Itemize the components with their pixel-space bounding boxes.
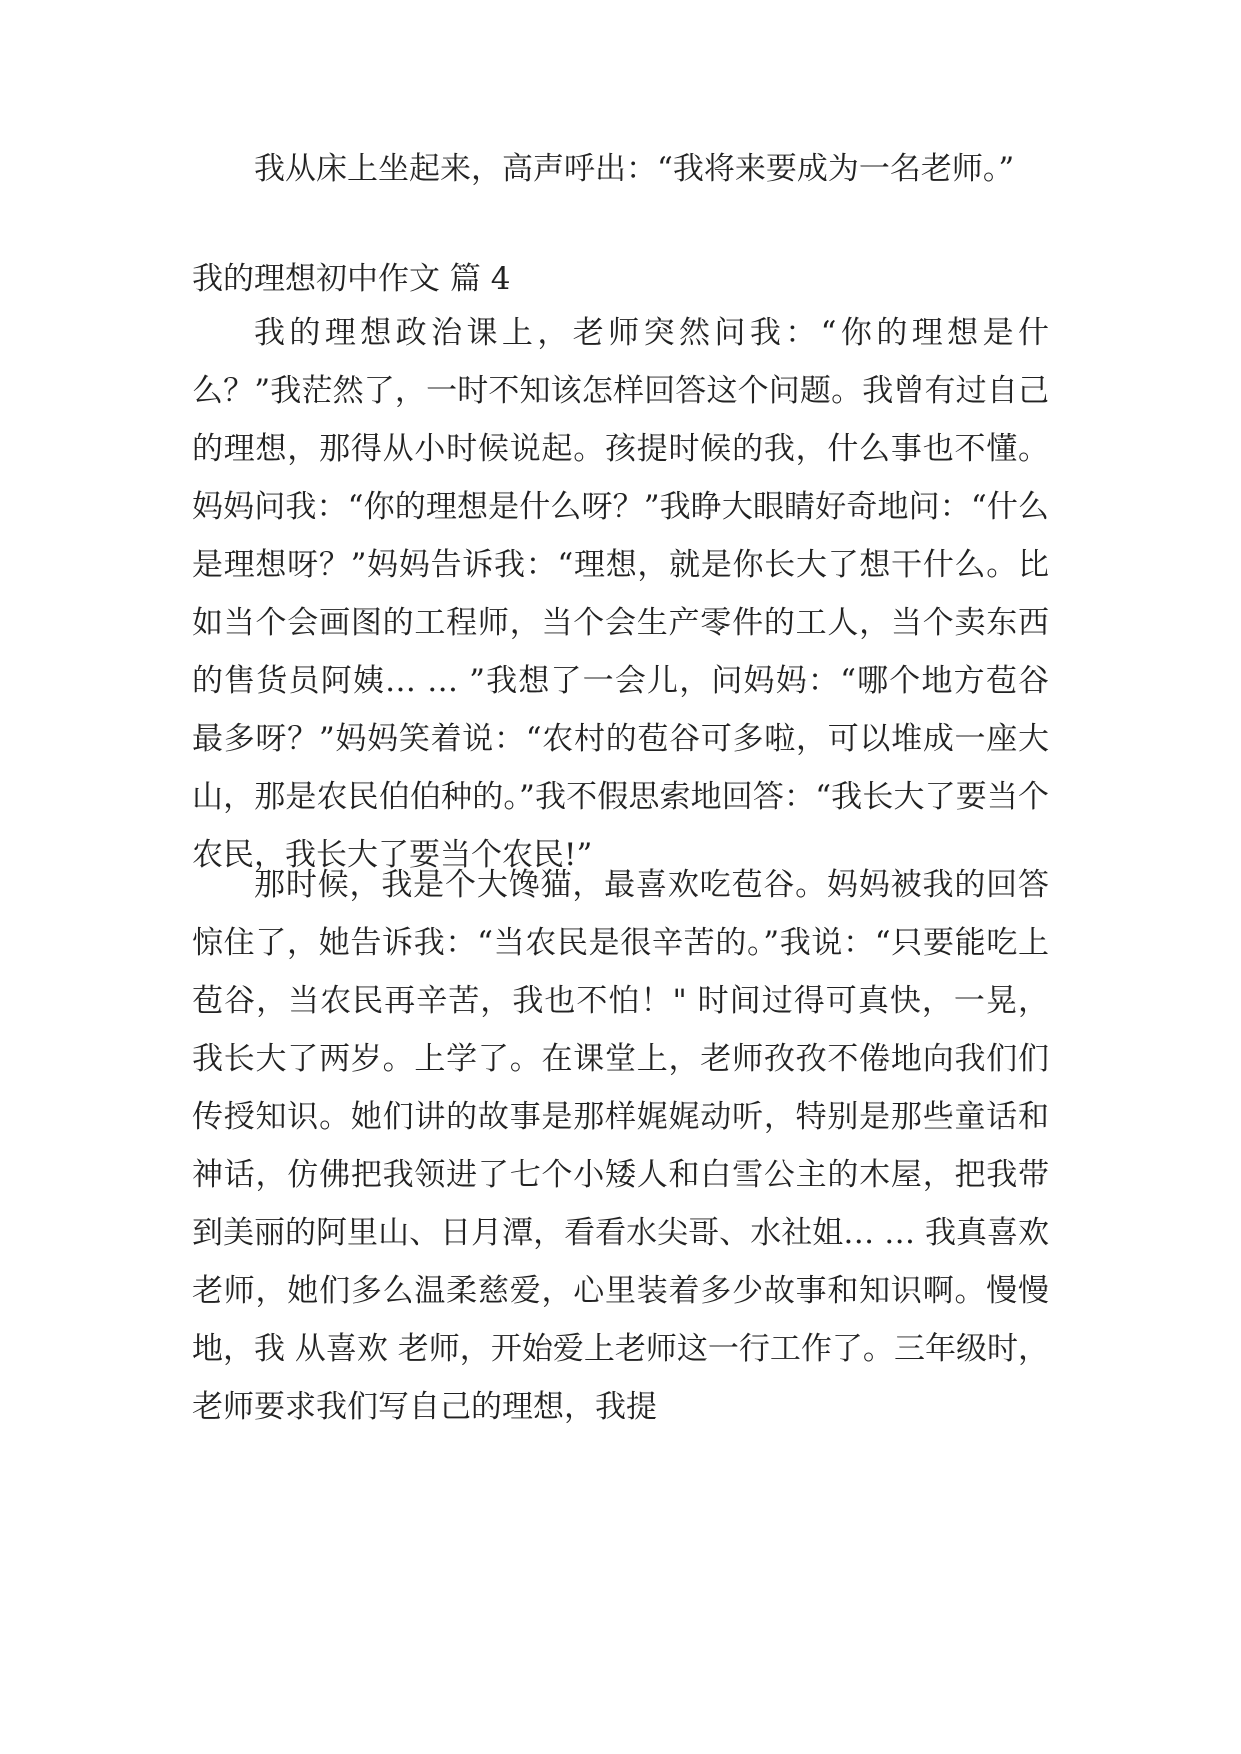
text-block-3 bbox=[192, 304, 1049, 884]
text-block-4 bbox=[192, 856, 1049, 1436]
paragraph-1: 我从床上坐起来，高声呼出：“我将来要成为一名老师。” bbox=[254, 151, 1015, 187]
text-block-2 bbox=[192, 250, 1049, 308]
paragraph-2: 我的理想政治课上，老师突然问我：“你的理想是什么？”我茫然了，一时不知该怎样回答这个问题。我曾有过自己的理想，那得从小时候说起。孩提时候的我，什么事也不懂。妈妈问我：“你的理想是什么呀？”我睁大眼睛好奇地问：“什么是理想呀？”妈妈告诉我：“理想，就是你长大了想干什么。比如当个会画图的工程师，当个会生产零件的工人，当个卖东西的售货员阿姨… … ”我想了一会儿，问妈妈：“哪个地方苞谷最多呀？”妈妈笑着说：“农村的苞谷可多啦，可以堆成一座大山，那是农民伯伯种的。”我不假思索地回答：“我长大了要当个农民，我长大了要当个农民!” bbox=[192, 315, 1049, 873]
section-heading: 我的理想初中作文 篇 4 bbox=[192, 261, 511, 297]
text-block-1 bbox=[192, 140, 1049, 198]
paragraph-3: 那时候，我是个大馋猫，最喜欢吃苞谷。妈妈被我的回答惊住了，她告诉我：“当农民是很辛苦的。”我说：“只要能吃上苞谷，当农民再辛苦，我也不怕！" 时间过得可真快，一晃，我长大了两岁。上学了。在课堂上，老师孜孜不倦地向我们们传授知识。她们讲的故事是那样娓娓动听，特别是那些童话和神话，仿佛把我领进了七个小矮人和白雪公主的木屋，把我带到美丽的阿里山、日月潭，看看水尖哥、水社姐… … 我真喜欢老师，她们多么温柔慈爱，心里装着多少故事和知识啊。慢慢地，我 从喜欢 老师，开始爱上老师这一行工作了。三年级时，老师要求我们写自己的理想，我提 bbox=[192, 867, 1049, 1425]
